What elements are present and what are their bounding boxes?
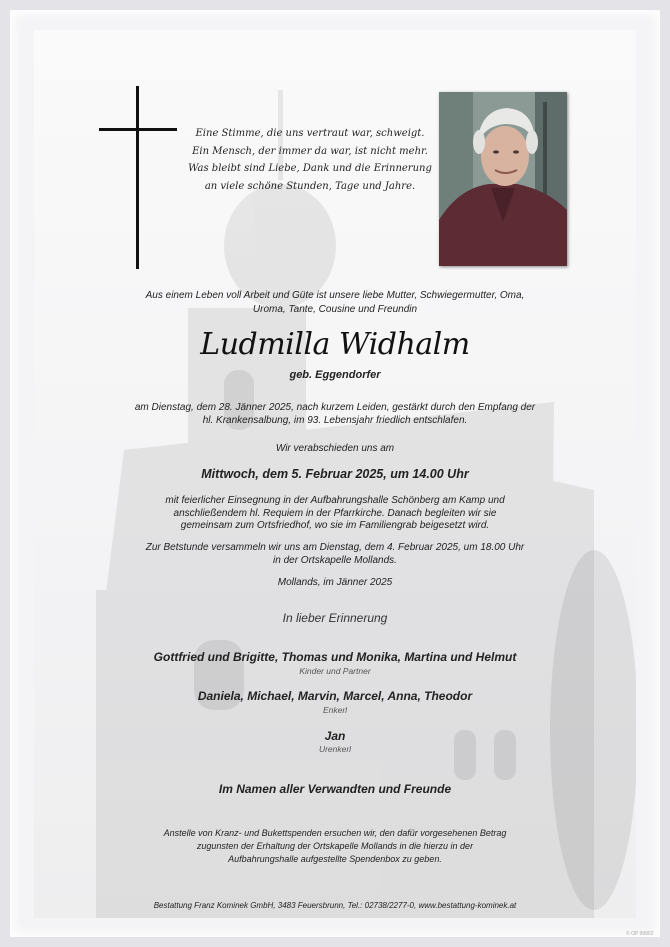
relation-children: Kinder und Partner [299,666,371,676]
family-children: Gottfried und Brigitte, Thomas und Monika, Martina und Helmut [153,650,517,664]
memory-heading: In lieber Erinnerung [282,611,388,625]
ceremony-line: gemeinsam zum Ortsfriedhof, wo sie im Familiengrab beigesetzt wird. [180,520,490,531]
donation-line: zugunsten der Erhaltung der Ortskapelle Mollands in die hierzu in der [196,841,474,851]
verse-line: Ein Mensch, der immer da war, ist nicht mehr. [192,145,428,157]
donation-line: Anstelle von Kranz- und Bukettspenden ersuchen wir, den dafür vorgesehenen Betrag [163,828,507,838]
copyright-mark: © OP 99962 [626,931,654,937]
ceremony-line: mit feierlicher Einsegnung in der Aufbahrungshalle Schönberg am Kamp und [165,495,505,506]
intro-line: Aus einem Leben voll Arbeit und Güte ist unsere liebe Mutter, Schwiegermutter, Oma, [145,290,525,301]
death-line: am Dienstag, dem 28. Jänner 2025, nach kurzem Leiden, gestärkt durch den Empfang der [134,402,536,413]
funeral-date: Mittwoch, dem 5. Februar 2025, um 14.00 Uhr [201,467,469,481]
ceremony-details [0,495,670,533]
portrait-illustration [439,92,567,266]
prayer-line: in der Ortskapelle Mollands. [273,554,397,566]
family-grandchildren: Daniela, Michael, Marvin, Marcel, Anna, Theodor [197,689,473,703]
donation-line: Aufbahrungshalle aufgestellte Spendenbox zu geben. [228,854,442,864]
closing-line: Im Namen aller Verwandten und Freunde [218,782,452,796]
ceremony-line: anschließendem hl. Requiem in der Pfarrkirche. Danach begleiten wir sie [173,507,497,519]
verse-line: Eine Stimme, die uns vertraut war, schweigt. [195,128,425,139]
death-notice [0,401,670,427]
cross-horizontal-bar [99,128,177,131]
donation-note [0,827,670,866]
death-line: hl. Krankensalbung, im 93. Lebensjahr friedlich entschlafen. [202,415,468,426]
intro-text [0,289,670,317]
farewell-text: Wir verabschieden uns am [275,443,395,454]
relation-great-grandchildren: Urenkerl [318,744,352,754]
place-date: Mollands, im Jänner 2025 [277,577,393,588]
cross-vertical-bar [136,86,139,269]
prayer-line: Zur Betstunde versammeln wir uns am Dienstag, dem 4. Februar 2025, um 18.00 Uhr [145,542,525,553]
intro-line: Uroma, Tante, Cousine und Freundin [252,304,418,315]
funeral-home-footer: Bestattung Franz Kominek GmbH, 3483 Feuersbrunn, Tel.: 02738/2277-0, www.bestattung-kominek.at [153,901,517,910]
family-great-grandchildren: Jan [324,729,346,743]
verse-line: an viele schöne Stunden, Tage und Jahre. [204,180,416,192]
relation-grandchildren: Enkerl [322,705,348,715]
portrait-photo [439,92,567,266]
verse-line: Was bleibt sind Liebe, Dank und die Erinnerung [188,163,432,174]
birth-name: geb. Eggendorfer [289,369,381,381]
deceased-name: Ludmilla Widhalm [200,327,470,362]
memorial-verse [180,125,440,195]
prayer-hour [0,542,670,567]
